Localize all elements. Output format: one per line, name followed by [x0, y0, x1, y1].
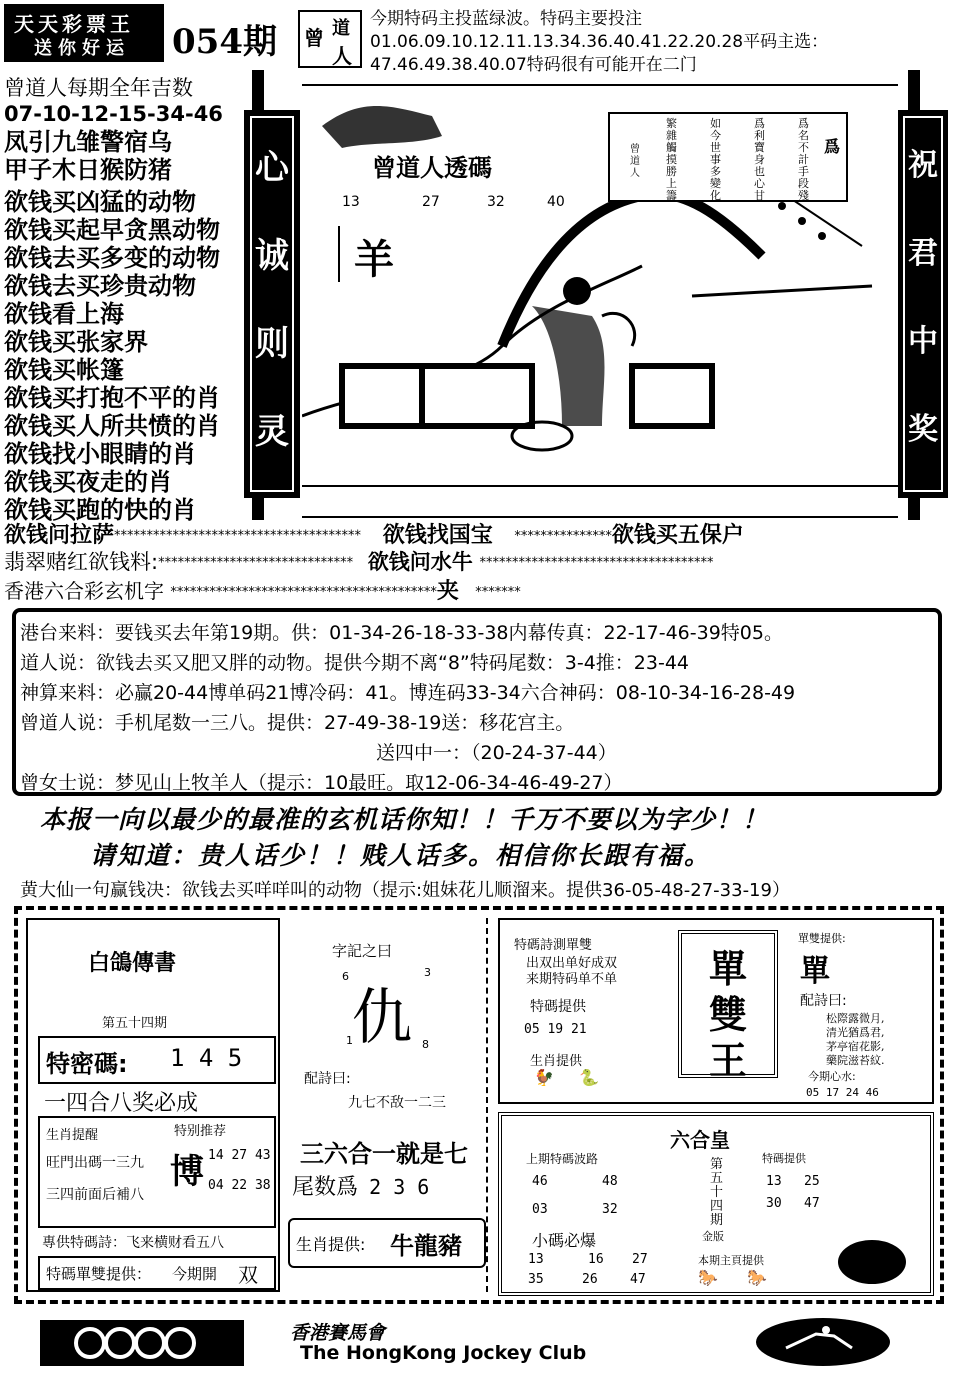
horse-icon: 🐎 — [698, 1268, 718, 1287]
left-line: 曾道人每期全年吉数 — [4, 76, 193, 100]
star-line-1-a: 欲钱问拉萨 — [4, 523, 115, 548]
left-line: 07-10-12-15-34-46 — [4, 102, 223, 126]
prt-big-char: 王 — [708, 1038, 747, 1083]
panel-left-ds — [38, 1256, 276, 1290]
star-line-1-stars2: *************** — [514, 528, 612, 544]
panel-mid-poem-label: 配詩曰: — [304, 1071, 351, 1087]
prt-big-char: 雙 — [708, 992, 747, 1037]
star-line-2-a: 翡翠赌红欲钱料: — [4, 550, 159, 574]
prb-small-num: 35 — [528, 1272, 544, 1287]
scroll-left-char: 则 — [255, 324, 289, 364]
star-line-3 — [4, 574, 521, 605]
scroll-right-char: 中 — [908, 324, 938, 359]
info-row: 曾女士说：梦见山上牧羊人（提示：10最旺。取12-06-34-46-49-27） — [20, 772, 623, 794]
brand-logo — [298, 10, 362, 68]
prt-xin: 今期心水: — [808, 1070, 856, 1083]
prb-small-num: 27 — [632, 1252, 648, 1267]
logo-line2: 送你好运 — [34, 38, 130, 59]
horse-icon: 🐎 — [747, 1268, 767, 1287]
logo-box — [4, 4, 164, 62]
prt-poem-label: 配詩曰: — [800, 993, 847, 1009]
poem-line: 繁雜觸摸勝上籌 — [666, 117, 677, 202]
star-line-3-stars1: ***************************************** — [170, 585, 437, 600]
panel-left-row2: 一四合八奖必成 — [44, 1091, 199, 1116]
scroll-right-banner — [898, 110, 948, 498]
left-line: 欲钱买跑的快的肖 — [4, 496, 196, 524]
left-line: 欲钱看上海 — [4, 300, 124, 328]
prb-bolu: 48 — [602, 1174, 618, 1189]
panel-left-tm-value: 1 4 5 — [170, 1044, 243, 1072]
scroll-left-banner — [244, 110, 300, 498]
footer-chinese: 香港賽馬會 — [290, 1322, 386, 1344]
prt-zx-label: 生肖提供 — [530, 1054, 583, 1069]
panel-mid-sx-value: 牛龍豬 — [390, 1232, 462, 1260]
left-line: 欲钱买凶猛的动物 — [4, 188, 196, 216]
logo-line1: 天天彩票王 — [14, 12, 134, 36]
star-line-2 — [4, 546, 713, 576]
prb-small-num: 47 — [630, 1272, 646, 1287]
panel-left-bet-label: 特别推荐 — [174, 1124, 227, 1139]
prb-small-num: 26 — [582, 1272, 598, 1287]
slogan-line-1: 本报一向以最少的最准的玄机话你知！！千万不要以为字少！！ — [40, 805, 769, 834]
footer-right-emblem — [756, 1318, 890, 1366]
scroll-left-char: 灵 — [255, 412, 289, 452]
left-line: 欲钱买夜走的肖 — [4, 468, 172, 496]
left-line: 欲钱买帐篷 — [4, 356, 124, 384]
prt-poem-line: 藥院滋苔紋. — [826, 1054, 885, 1067]
prb-tm-num: 13 — [766, 1174, 782, 1189]
star-line-1-stars1: ************************************** — [114, 528, 362, 544]
prt-poem-line: 茅亭宿花影, — [826, 1040, 885, 1053]
prt-title: 特碼詩測單雙 — [514, 938, 593, 953]
panel-mid-tail-value: 2 3 6 — [369, 1175, 430, 1199]
brand-char-3: 人 — [332, 44, 352, 68]
scroll-number: 32 — [487, 194, 505, 210]
panel-left-sx-label: 生肖提醒 — [46, 1128, 99, 1143]
brand-char-2: 道 — [332, 18, 350, 39]
info-row: 港台来料：要钱买去年第19期。供：01-34-26-18-33-38内幕传真：22-17-46-39特05。 — [20, 622, 783, 644]
zodiac-box — [338, 226, 420, 282]
star-line-1-b: 欲钱找国宝 — [382, 523, 493, 548]
prb-bolu: 46 — [532, 1174, 548, 1189]
snake-icon: 🐍 — [579, 1068, 599, 1087]
panel-mid-sx — [288, 1218, 486, 1268]
star-line-3-b: 夹 — [436, 579, 459, 604]
panel-mid-tail — [292, 1170, 429, 1201]
prt-big-char: 單 — [708, 946, 747, 991]
panel-left — [26, 918, 280, 1292]
prt-animals — [534, 1068, 599, 1087]
prb-small-label: 小碼必爆 — [532, 1231, 597, 1250]
prb-tm-num: 30 — [766, 1196, 782, 1211]
scroll-right-char: 君 — [908, 236, 938, 271]
star-line-3-stars2: ******* — [475, 585, 521, 600]
panel-mid-tail-label: 尾数爲 — [292, 1175, 359, 1200]
info-row: 道人说：欲钱去买又肥又胖的动物。提供今期不离“8”特码尾数：3-4推：23-44 — [20, 652, 690, 674]
star-line-2-stars2: ************************************ — [479, 555, 714, 571]
scroll-number: 40 — [547, 194, 565, 210]
poem-head: 爲 — [824, 137, 841, 156]
panel-mid — [286, 918, 488, 1292]
panel-left-nums2: 04 22 38 — [208, 1178, 271, 1193]
panel-mid-n3: 3 — [424, 966, 431, 979]
prb-note: 本期主頁提供 — [698, 1254, 764, 1267]
poem-line: 爲利寶身也心甘 — [754, 117, 765, 202]
left-line: 欲钱买张家界 — [4, 328, 148, 356]
header-notice: 今期特码主投蓝绿波。特码主要投注01.06.09.10.12.11.13.34.36.40.41.22.20.28平码主选：47.46.49.38.40.07特码很有可能开在二门 — [370, 9, 829, 75]
scroll-rod-left-top — [252, 70, 264, 110]
poem-sign: 曾道人 — [630, 144, 640, 179]
prb-small-num: 13 — [528, 1252, 544, 1267]
prt-nums: 05 17 24 46 — [806, 1086, 879, 1099]
left-line: 欲钱买起早贪黑动物 — [4, 216, 220, 244]
scroll-title: 曾道人透碼 — [372, 153, 492, 182]
left-line: 欲钱买打抱不平的肖 — [4, 384, 220, 412]
prt-dan-label: 單雙提供: — [798, 932, 846, 945]
scroll-rod-left-bottom — [252, 498, 264, 520]
prb-title: 六合皇 — [670, 1128, 730, 1152]
footer-english: The HongKong Jockey Club — [300, 1342, 587, 1364]
prb-bolu: 32 — [602, 1202, 618, 1217]
panel-mid-n6: 6 — [342, 970, 349, 983]
panel-left-sx-line2: 三四前面后補八 — [46, 1187, 144, 1203]
panel-left-sx-line1: 旺門出碼一三九 — [46, 1155, 144, 1171]
huang-line: 黄大仙一句赢钱决：欲钱去买咩咩叫的动物（提示:姐妹花儿顺溜来。提供36-05-48-27-33-19） — [20, 880, 790, 901]
prt-poem2: 来期特码单不单 — [526, 972, 618, 987]
star-line-2-b: 欲钱问水牛 — [367, 550, 473, 574]
star-line-2-stars1: ****************************** — [158, 555, 354, 571]
scroll-rod-right-bottom — [908, 498, 920, 520]
panel-left-ds-answer: 双 — [238, 1263, 258, 1287]
panel-left-nums1: 14 27 43 — [208, 1148, 271, 1163]
poem-line: 爲名不計手段殘 — [798, 117, 809, 202]
scroll-number: 13 — [342, 194, 360, 210]
panel-right-top — [498, 918, 934, 1104]
prb-tm-num: 25 — [804, 1174, 820, 1189]
poem-line: 如今世事多變化 — [710, 117, 721, 202]
panel-mid-sx-label: 生肖提供: — [296, 1235, 366, 1254]
panel-mid-char: 仇 — [352, 983, 412, 1053]
scroll-right-char: 奖 — [908, 412, 938, 447]
info-box — [12, 608, 942, 796]
star-line-1 — [4, 518, 744, 549]
panel-mid-n8: 8 — [422, 1038, 429, 1051]
panel-left-ds-value: 今期開 — [172, 1265, 218, 1283]
panel-left-tm-label: 特密碼: — [46, 1050, 128, 1078]
scroll-left-char: 诚 — [255, 236, 289, 276]
left-line: 欲钱买人所共愤的肖 — [4, 412, 220, 440]
footer-left-logo — [40, 1320, 244, 1366]
prb-emblem — [838, 1240, 906, 1284]
prb-horses — [698, 1268, 767, 1287]
slogan-line-2: 请知道：贵人话少！！贱人话多。相信你长跟有福。 — [90, 841, 712, 870]
panel-left-ds-label: 特碼單雙提供： — [46, 1265, 152, 1283]
panel-left-issue: 第五十四期 — [102, 1016, 168, 1031]
poem-box — [608, 112, 848, 202]
prb-bolu-label: 上期特碼波路 — [526, 1152, 599, 1166]
panel-left-grid — [38, 1116, 276, 1228]
panel-mid-n1: 1 — [346, 1034, 353, 1047]
info-row: 神算来料：必赢20-44博单码21博冷码：41。博连码33-34六合神码：08-10-34-16-28-49 — [20, 682, 796, 704]
prb-qishu: 第五十四期 — [710, 1157, 724, 1228]
panel-left-tm — [38, 1036, 276, 1084]
info-row: 曾道人说：手机尾数一三八。提供：27-49-38-19送：移花宫主。 — [20, 712, 575, 734]
panel-mid-big1: 三六合一就是七 — [300, 1140, 468, 1168]
left-line: 欲钱去买多变的动物 — [4, 244, 220, 272]
footer-rider-icon — [756, 1318, 890, 1366]
scroll-picture — [302, 84, 898, 518]
rooster-icon: 🐓 — [534, 1068, 554, 1087]
brand-char-1: 曾 — [304, 26, 324, 50]
scroll-number: 27 — [422, 194, 440, 210]
prt-big-box — [678, 930, 778, 1083]
prt-poem-line: 松際露微月, — [826, 1012, 885, 1025]
panel-left-bet-char: 博 — [170, 1152, 204, 1192]
prb-bolu: 03 — [532, 1202, 548, 1217]
prt-tm-label: 特碼提供 — [530, 999, 586, 1015]
left-line: 欲钱找小眼睛的肖 — [4, 440, 196, 468]
star-line-3-a: 香港六合彩玄机字 — [4, 579, 164, 603]
footer-knot-icon — [40, 1320, 244, 1366]
prt-dan-char: 單 — [800, 954, 830, 989]
left-line: 凤引九雏警宿乌 — [4, 128, 172, 156]
left-line: 欲钱去买珍贵动物 — [4, 272, 196, 300]
issue-number: 054期 — [172, 22, 277, 62]
prt-poem-line: 清光猶爲君, — [826, 1026, 885, 1039]
prb-tm-label: 特碼提供 — [762, 1152, 806, 1165]
panel-right-bottom — [498, 1112, 934, 1296]
scroll-right-char: 祝 — [908, 148, 938, 183]
panel-mid-poem: 九七不敌一二三 — [348, 1095, 446, 1111]
info-row: 送四中一：（20-24-37-44） — [376, 742, 617, 764]
panel-left-title: 白鴿傳書 — [88, 950, 177, 976]
zodiac-char: 羊 — [354, 237, 394, 283]
prt-poem1: 出双出单好成双 — [526, 956, 618, 971]
scroll-left-char: 心 — [255, 148, 289, 188]
panel-left-poem: 專供特碼詩：飞来横财看五八 — [42, 1235, 224, 1251]
prb-jinban: 金版 — [702, 1230, 724, 1243]
scroll-rod-right-top — [908, 70, 920, 110]
prb-small-num: 16 — [588, 1252, 604, 1267]
panel-mid-head: 字記之曰 — [332, 942, 393, 960]
prt-tm-nums: 05 19 21 — [524, 1022, 587, 1037]
left-line: 甲子木日猴防猪 — [4, 156, 172, 184]
star-line-1-c: 欲钱买五保户 — [611, 523, 744, 548]
prb-tm-num: 47 — [804, 1196, 820, 1211]
